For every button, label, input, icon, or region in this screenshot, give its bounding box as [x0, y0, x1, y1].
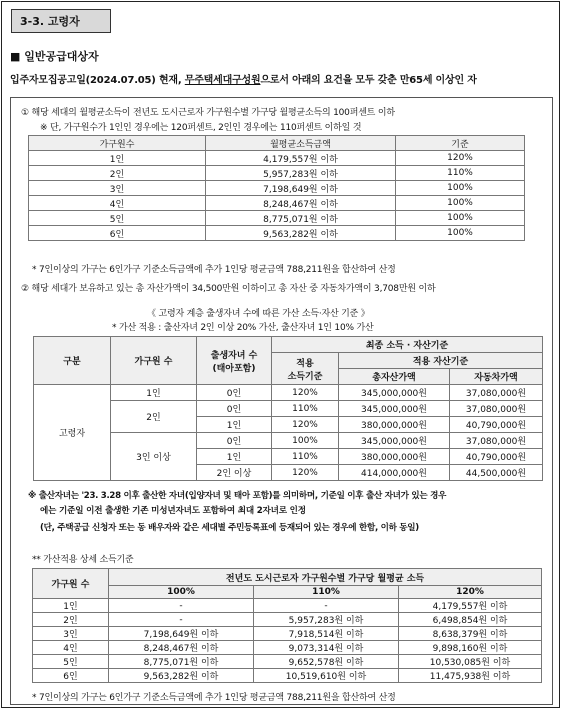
table-row: 4인 8,248,467원 이하 9,073,314원 이하 9,898,160원 이하 — [33, 641, 542, 655]
table-row: 1인 120% 380,000,000원 40,790,000원 — [34, 417, 543, 433]
table-row: 1인 110% 380,000,000원 40,790,000원 — [34, 449, 543, 465]
condition-1: ① 해당 세대의 월평균소득이 전년도 도시근로자 가구원수별 가구당 월평균소득의 100퍼센트 이하 — [21, 108, 395, 118]
table-row: 1인 4,179,557원 이하 120% — [29, 151, 525, 166]
intro-text: 입주자모집공고일(2024.07.05) 현재, 무주택세대구성원으로서 아래의 요건을 모두 갖춘 만65세 이상인 자 — [10, 75, 477, 86]
table2-subtitle: * 가산 적용 : 출산자녀 2인 이상 20% 가산, 출산자녀 1인 10% 가산 — [112, 323, 374, 333]
income-table: 가구원수 월평균소득금액 기준 1인 4,179,557원 이하 120% 2인 5,957,283원 이하 110% 3인 7,198,649원 이하 100% 4인 8,248,467원 이하 100% 5인 8,775,071원 이하 100% 6인 9,563,282원 이하 100% — [28, 135, 525, 241]
note-1: * 7인이상의 가구는 6인가구 기준소득금액에 추가 1인당 평균금액 788,211원을 합산하여 산정 — [32, 265, 396, 275]
subtitle: ■ 일반공급대상자 — [10, 50, 99, 63]
note-2-line-1: ※ 출산자녀는 '23. 3.28 이후 출산한 자녀(입양자녀 및 태아 포함)를 의미하며, 기준일 이후 출산 자녀가 있는 경우 — [28, 491, 447, 501]
table-row: 2인 0인 110% 345,000,000원 37,080,000원 — [34, 401, 543, 417]
table2-title: 《 고령자 계층 출생자녀 수에 따른 가산 소득·자산 기준 》 — [147, 309, 370, 319]
table-row: 고령자 1인 0인 120% 345,000,000원 37,080,000원 — [34, 385, 543, 401]
note-3: * 7인이상의 가구는 6인가구 기준소득금액에 추가 1인당 평균금액 788,211원을 합산하여 산정 — [32, 693, 396, 703]
table-row: 3인 7,198,649원 이하 100% — [29, 181, 525, 196]
table-row: 6인 9,563,282원 이하 10,519,610원 이하 11,475,938원 이하 — [33, 669, 542, 683]
table-row: 2인 5,957,283원 이하 110% — [29, 166, 525, 181]
table-row: 6인 9,563,282원 이하 100% — [29, 226, 525, 241]
table-row: 5인 8,775,071원 이하 9,652,578원 이하 10,530,085원 이하 — [33, 655, 542, 669]
asset-table: 구분 가구원 수 출생자녀 수 (태아포함) 최종 소득 · 자산기준 적용 소득기준 적용 자산기준 총자산가액 자동차가액 고령자 1인 0인 120% 345,000,000원 37,080,000원 2인 0인 110% 345,000,000원 37,080,000원 1인 120% 380,000,000원 40,790,000원 3인 이상 0인 100% 345,000,000원 37,080,000원 1인 110% 380,000,000원 40,790,000원 2인 이상 120% 414,000,000원 44,500,000원 — [33, 336, 543, 481]
table3-title: ** 가산적용 상세 소득기준 — [32, 555, 134, 565]
table-row: 1인 - - 4,179,557원 이하 — [33, 599, 542, 613]
table-row: 3인 7,198,649원 이하 7,918,514원 이하 8,638,379원 이하 — [33, 627, 542, 641]
table-row: 2인 - 5,957,283원 이하 6,498,854원 이하 — [33, 613, 542, 627]
document-page — [1, 1, 560, 708]
table-row: 3인 이상 0인 100% 345,000,000원 37,080,000원 — [34, 433, 543, 449]
section-title: 3-3. 고령자 — [11, 9, 111, 33]
table-row: 2인 이상 120% 414,000,000원 44,500,000원 — [34, 465, 543, 481]
condition-1-note: ※ 단, 가구원수가 1인인 경우에는 120퍼센트, 2인인 경우에는 110퍼센트 이하일 것 — [40, 123, 362, 133]
table-row: 5인 8,775,071원 이하 100% — [29, 211, 525, 226]
table-row: 4인 8,248,467원 이하 100% — [29, 196, 525, 211]
note-2-line-3: (단, 주택공급 신청자 또는 동 배우자와 같은 세대별 주민등록표에 등재되어 있는 경우에 한함, 이하 동일) — [40, 523, 419, 533]
condition-2: ② 해당 세대가 보유하고 있는 총 자산가액이 34,500만원 이하이고 총 자산 중 자동차가액이 3,708만원 이하 — [21, 284, 436, 294]
income-detail-table: 가구원 수 전년도 도시근로자 가구원수별 가구당 월평균 소득 100% 110% 120% 1인 - - 4,179,557원 이하 2인 - 5,957,283원 이하 6,498,854원 이하 3인 7,198,649원 이하 7,918,514원 이하 8,638,379원 이하 4인 8,248,467원 이하 9,073,314원 이하 9,898,160원 이하 5인 8,775,071원 이하 9,652,578원 이하 10,530,085원 이하 6인 9,563,282원 이하 10,519,610원 이하 11,475,938원 이하 — [32, 568, 542, 683]
note-2-line-2: 에는 기준일 이전 출생한 기존 미성년자녀도 포함하여 최대 2자녀로 인정 — [40, 506, 306, 516]
